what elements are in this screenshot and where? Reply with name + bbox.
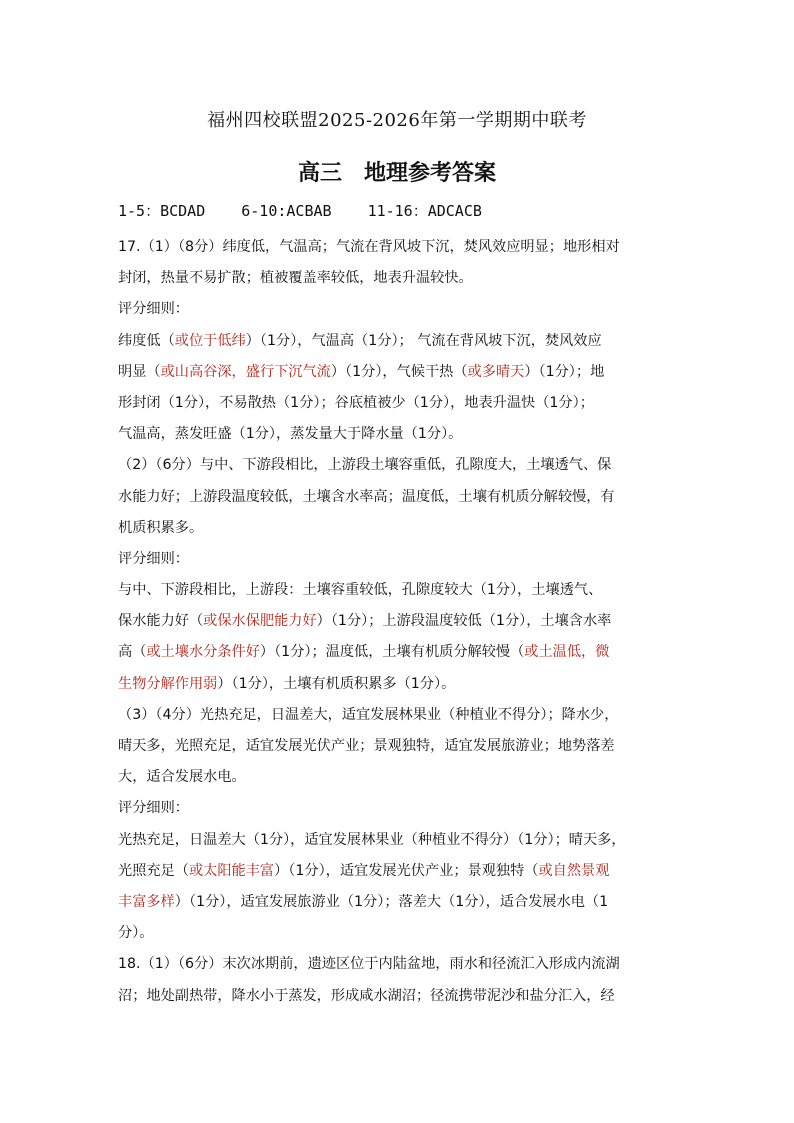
mc-answers-6-10: 6-10:ACBAB <box>241 202 332 220</box>
text-segment: 沼；地处副热带，降水小于蒸发，形成咸水湖沼；径流携带泥沙和盐分汇入，经 <box>118 987 615 1004</box>
text-segment: 明显（ <box>118 363 161 380</box>
text-segment: ）（1分）；地 <box>524 363 605 380</box>
text-line <box>118 357 678 388</box>
text-segment: ）（1分），气候干热（ <box>330 363 468 380</box>
text-line <box>118 263 678 294</box>
text-segment: 形封闭（1分），不易散热（1分）；谷底植被少（1分），地表升温快（1分）； <box>118 394 594 411</box>
text-segment: 光热充足，日温差大（1分），适宜发展林果业（种植业不得分）（1分）；晴天多， <box>118 831 626 848</box>
text-line <box>118 232 678 263</box>
text-line <box>118 949 678 980</box>
text-segment: 水能力好；上游段温度较低，土壤含水率高；温度低，土壤有机质分解较慢，有 <box>118 488 615 505</box>
alternative-answer-text: 或位于低纬 <box>174 332 246 349</box>
alternative-answer-text: 或土壤水分条件好 <box>146 644 260 661</box>
text-line <box>118 419 678 450</box>
text-line <box>118 700 678 731</box>
text-line <box>118 669 678 700</box>
text-segment: （2）（6分）与中、下游段相比，上游段土壤容重低，孔隙度大，土壤透气、保 <box>118 457 612 474</box>
alternative-answer-text: 或太阳能丰富 <box>188 862 275 879</box>
multiple-choice-answers <box>118 200 482 221</box>
text-segment: 保水能力好（ <box>118 613 204 630</box>
school-title: 福州四校联盟2025-2026年第一学期期中联考 <box>207 110 587 131</box>
text-segment: ）（1分），土壤有机质积累多（1分）。 <box>217 675 456 692</box>
text-segment: 分）。 <box>118 925 154 942</box>
text-segment: ）（1分）；温度低，土壤有机质分解较慢（ <box>259 644 525 661</box>
text-line <box>118 731 678 762</box>
text-line <box>118 793 678 824</box>
text-segment: 与中、下游段相比，上游段：土壤容重较低，孔隙度较大（1分），土壤透气、 <box>118 582 603 599</box>
text-segment: ）（1分）；上游段温度较低（1分），土壤含水率 <box>316 613 612 630</box>
text-segment: 气温高，蒸发旺盛（1分），蒸发量大于降水量（1分）。 <box>118 426 463 443</box>
text-line <box>118 482 678 513</box>
text-line <box>118 450 678 481</box>
text-line <box>118 294 678 325</box>
text-segment: 评分细则： <box>118 550 189 567</box>
text-line <box>118 606 678 637</box>
alternative-answer-text: 或土温低，微 <box>524 644 610 661</box>
text-segment: 纬度低（ <box>118 332 175 349</box>
text-segment: 高（ <box>118 644 147 661</box>
text-line <box>118 388 678 419</box>
text-segment: 封闭，热量不易扩散；植被覆盖率较低，地表升温较快。 <box>118 270 473 287</box>
text-segment: ）（1分），适宜发展旅游业（1分）；落差大（1分），适合发展水电（1 <box>174 893 609 910</box>
text-segment: 晴天多，光照充足，适宜发展光伏产业；景观独特，适宜发展旅游业；地势落差 <box>118 738 615 754</box>
text-segment: ）（1分），适宜发展光伏产业；景观独特（ <box>274 862 539 879</box>
text-line <box>118 762 678 793</box>
page-title: 高三 地理参考答案 <box>297 161 496 186</box>
text-line <box>118 887 678 918</box>
text-segment: 18.（1）（6分）末次冰期前，遗迹区位于内陆盆地，雨水和径流汇入形成内流湖 <box>118 956 620 973</box>
text-line <box>118 326 678 357</box>
alternative-answer-text: 丰富多样 <box>118 893 175 910</box>
alternative-answer-text: 或山高谷深，盛行下沉气流 <box>160 363 331 380</box>
text-line <box>118 637 678 668</box>
alternative-answer-text: 或自然景观 <box>538 862 610 879</box>
alternative-answer-text: 或保水保肥能力好 <box>203 613 317 630</box>
text-line <box>118 825 678 856</box>
text-line <box>118 544 678 575</box>
mc-answers-11-16: 11-16：ADCACB <box>367 202 482 220</box>
mc-answers-1-5: 1-5：BCDAD <box>118 202 206 220</box>
text-segment: 大，适合发展水电。 <box>118 769 246 786</box>
text-segment: 光照充足（ <box>118 862 189 879</box>
text-segment: （3）（4分）光热充足，日温差大，适宜发展林果业（种植业不得分）；降水少， <box>118 706 619 723</box>
text-segment: 评分细则： <box>118 301 189 318</box>
text-segment: ）（1分），气温高（1分）； 气流在背风坡下沉，焚风效应 <box>245 332 602 349</box>
text-segment: 机质积累多。 <box>118 519 204 536</box>
alternative-answer-text: 生物分解作用弱 <box>118 675 218 692</box>
text-line <box>118 981 678 1012</box>
text-segment: 评分细则： <box>118 800 189 817</box>
answer-body <box>118 232 678 1012</box>
text-segment: 17.（1）（8分）纬度低，气温高；气流在背风坡下沉，焚风效应明显；地形相对 <box>118 239 620 255</box>
text-line <box>118 856 678 887</box>
text-line <box>118 513 678 544</box>
text-line <box>118 918 678 949</box>
text-line <box>118 575 678 606</box>
alternative-answer-text: 或多晴天 <box>467 363 525 380</box>
